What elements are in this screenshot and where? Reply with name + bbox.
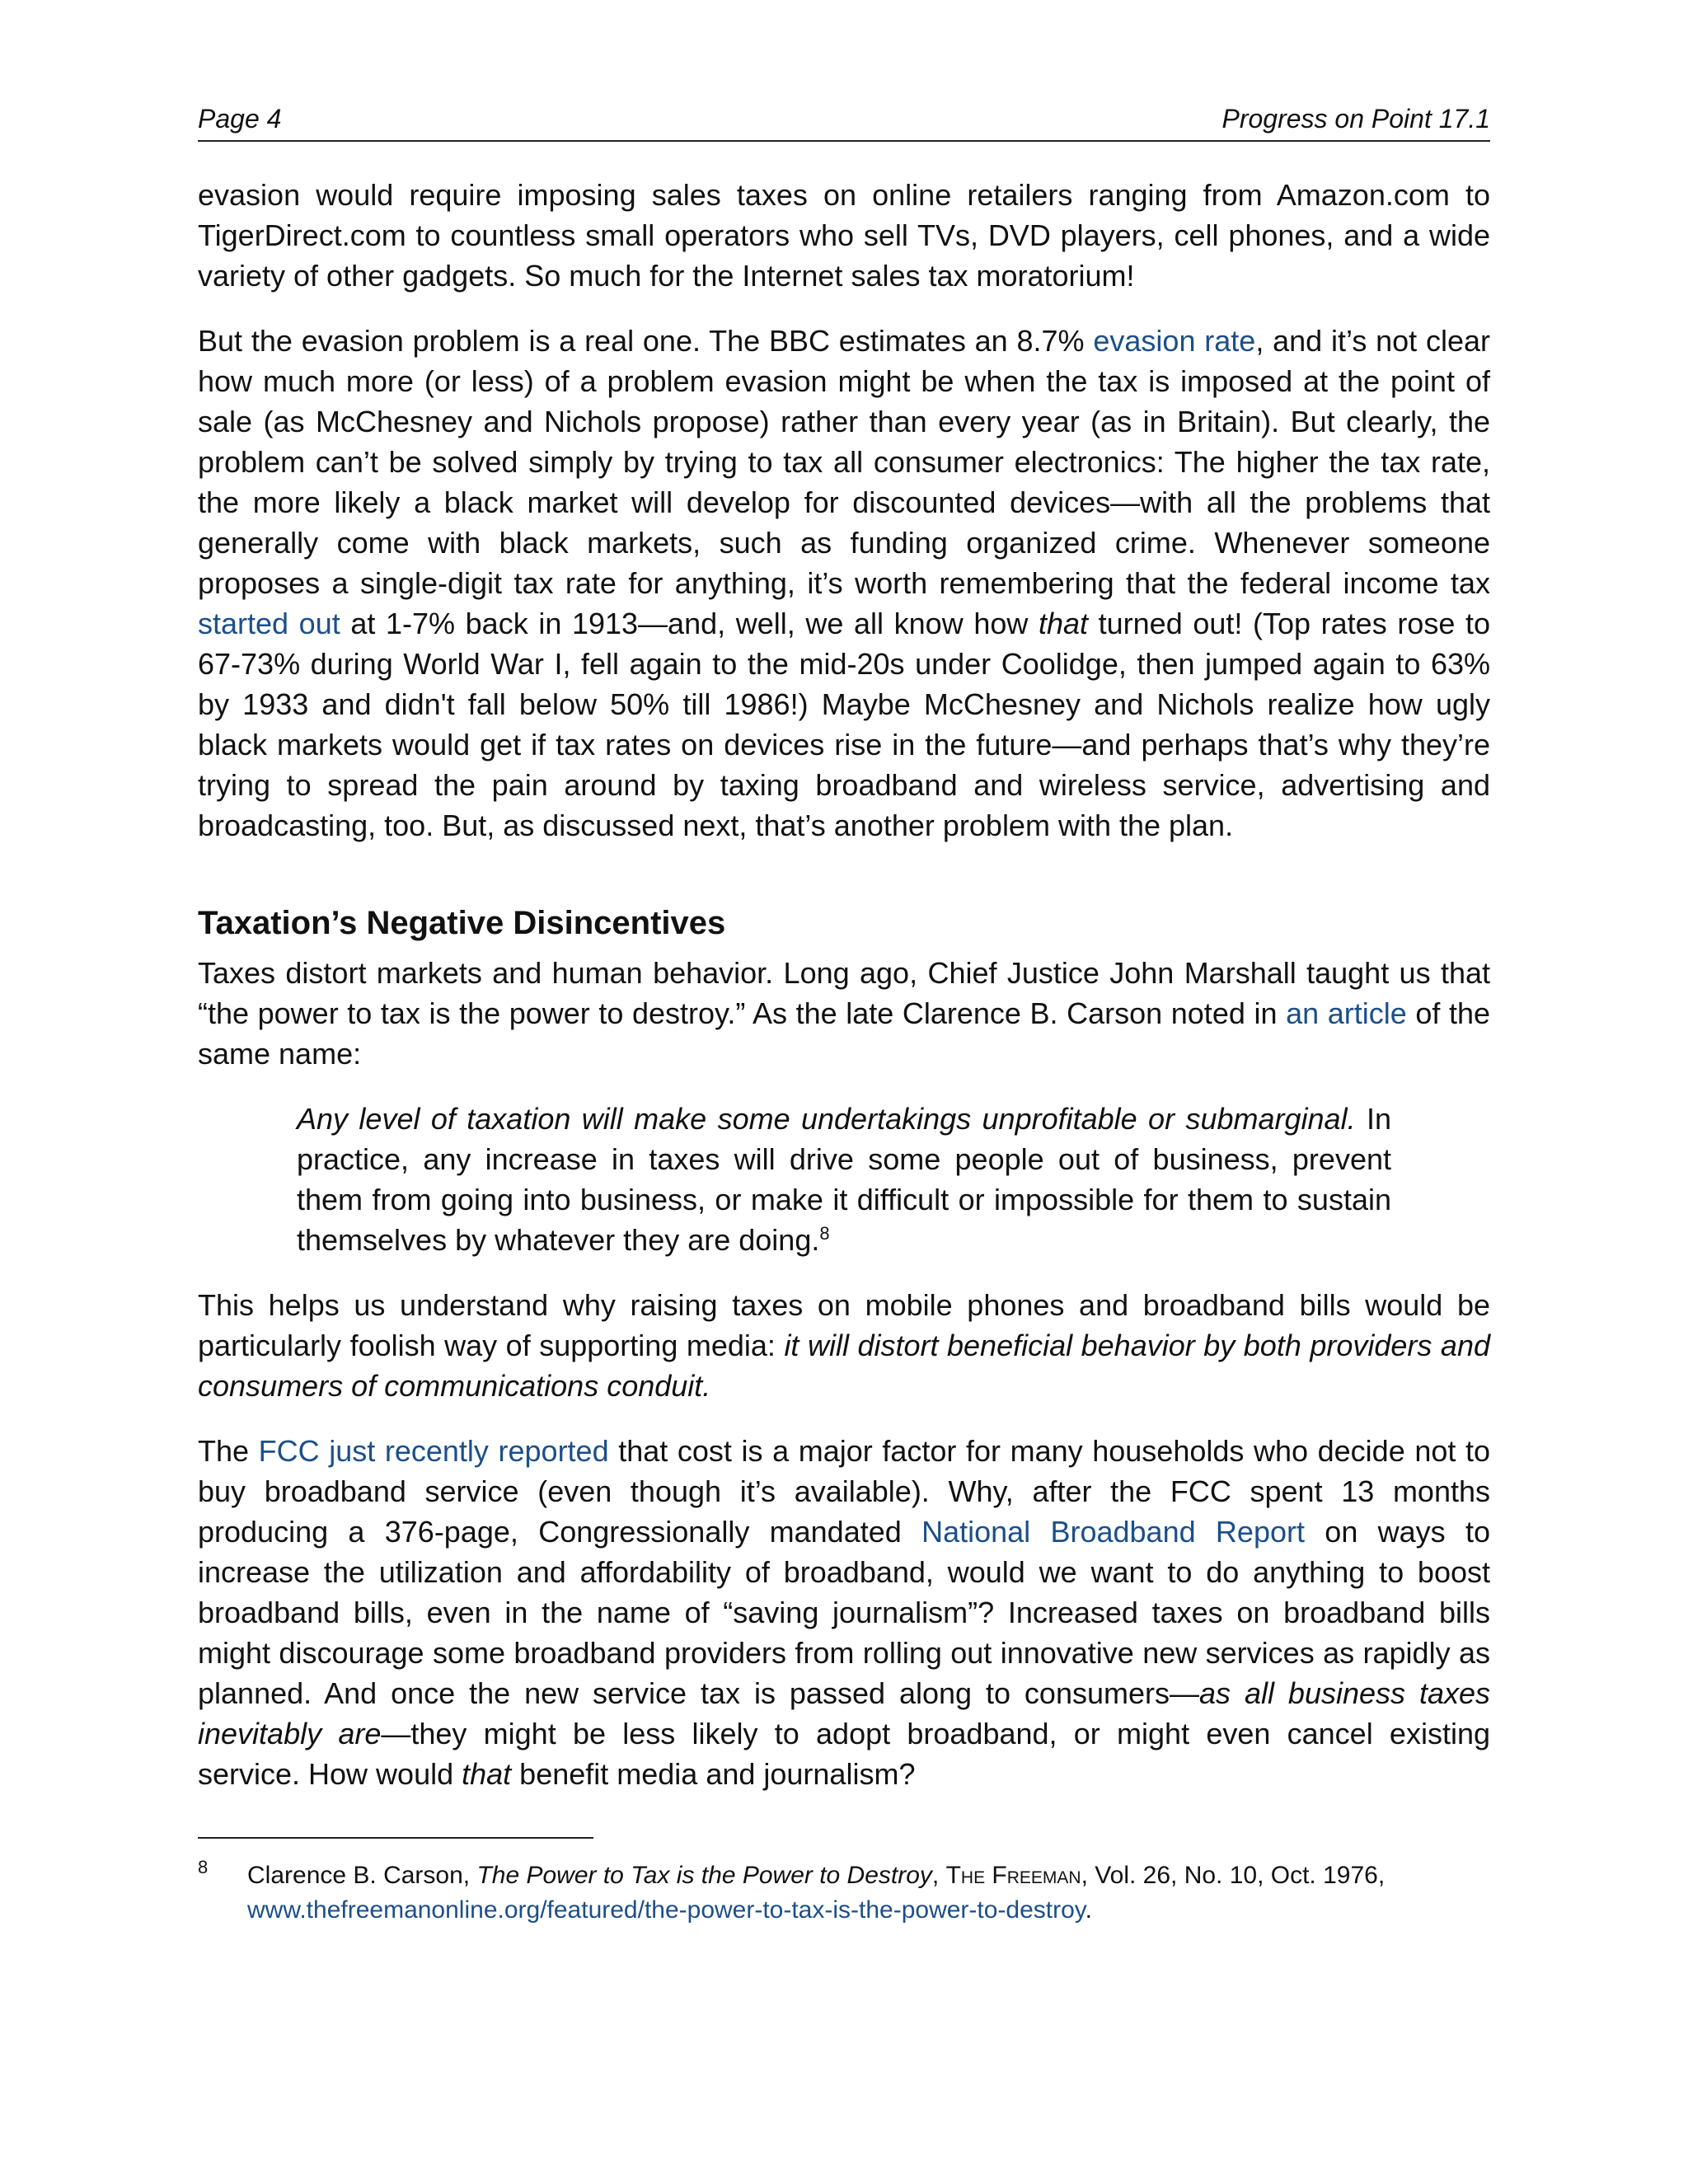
- quote-text: In practice, any increase in taxes will drive some people out of business, prevent them from going into business, or make it difficult or impossible for them to sustain themselves by whatever they are doing.: [297, 1102, 1391, 1257]
- text-run: The: [198, 1434, 259, 1468]
- text-run: But the evasion problem is a real one. The BBC estimates an 8.7%: [198, 324, 1094, 358]
- text-run: Clarence B. Carson,: [247, 1862, 477, 1889]
- footnote-journal: The Freeman: [945, 1862, 1081, 1889]
- text-run: at 1-7% back in 1913—and, well, we all know how: [340, 607, 1039, 640]
- text-run: benefit media and journalism?: [511, 1757, 916, 1791]
- text-run: that cost is a major factor for many households who decide not to buy broadband service (even though it’s available). Why, after the FCC spent 13 months producing a 376-page, Congressionally mandated: [198, 1434, 1490, 1549]
- emphasis: that: [1038, 607, 1089, 640]
- quote-emphasis: Any level of taxation will make some undertakings unprofitable or submarginal.: [297, 1102, 1356, 1136]
- document-page: [198, 99, 1490, 1928]
- block-quote: [297, 1099, 1391, 1260]
- text-run: turned out! (Top rates rose to 67-73% during World War I, fell again to the mid-20s under Coolidge, then jumped again to 63% by 1933 and didn't fall below 50% till 1986!) Maybe McChesney and Nichols realize how ugly black markets would get if tax rates on devices rise in the future—and perhaps that’s why they’re trying to spread the pain around by taxing broadband and wireless service, advertising and broadcasting, too. But, as discussed next, that’s another problem with the plan.: [198, 607, 1490, 842]
- started-out-link[interactable]: started out: [198, 607, 340, 640]
- section-heading: Taxation’s Negative Disincentives: [198, 905, 726, 941]
- emphasis: that: [462, 1757, 512, 1791]
- evasion-rate-link[interactable]: evasion rate: [1093, 324, 1256, 358]
- emphasis: it will distort beneficial behavior by both providers and consumers of communications conduit.: [198, 1329, 1490, 1403]
- text-run: —they might be less likely to adopt broadband, or might even cancel existing service. How would: [198, 1717, 1490, 1791]
- an-article-link[interactable]: an article: [1286, 996, 1407, 1030]
- paragraph-5: [198, 1431, 1490, 1794]
- page-header: [198, 99, 1490, 142]
- paragraph-3: [198, 953, 1490, 1074]
- page-number: Page 4: [198, 104, 282, 134]
- text-run: This helps us understand why raising taxes on mobile phones and broadband bills would be particularly foolish way of supporting media:: [198, 1288, 1490, 1362]
- text-run: ,: [931, 1862, 946, 1889]
- footnote-reference[interactable]: 8: [819, 1223, 830, 1244]
- footnote-divider: [198, 1837, 593, 1839]
- text-run: Taxes distort markets and human behavior. Long ago, Chief Justice John Marshall taught us that “the power to tax is the power to destroy.” As the late Clarence B. Carson noted in: [198, 956, 1490, 1030]
- paragraph-1: evasion would require imposing sales taxes on online retailers ranging from Amazon.com to TigerDirect.com to countless small operators who sell TVs, DVD players, cell phones, and a wide variety of other gadgets. So much for the Internet sales tax moratorium!: [198, 178, 1490, 293]
- text-run: on ways to increase the utilization and affordability of broadband, would we want to do anything to boost broadband bills, even in the name of “saving journalism”? Increased taxes on broadband bills might discourage some broadband providers from rolling out innovative new services as rapidly as planned. And once the new service tax is passed along to consumers—: [198, 1515, 1490, 1710]
- footnote-title: The Power to Tax is the Power to Destroy: [476, 1862, 932, 1889]
- national-broadband-report-link[interactable]: National Broadband Report: [921, 1515, 1305, 1549]
- emphasis: as all business taxes inevitably are: [198, 1676, 1490, 1750]
- text-run: of the same name:: [198, 996, 1491, 1071]
- footnote-mark: 8: [198, 1857, 209, 1877]
- paragraph-2: [198, 321, 1490, 846]
- fcc-report-link[interactable]: FCC just recently reported: [258, 1434, 609, 1468]
- footnote: [198, 1858, 1490, 1928]
- text-run: .: [1085, 1896, 1092, 1924]
- text-run: , Vol. 26, No. 10, Oct. 1976,: [1081, 1862, 1386, 1889]
- footnote-url-link[interactable]: www.thefreemanonline.org/featured/the-power-to-tax-is-the-power-to-destroy: [247, 1896, 1085, 1924]
- text-run: , and it’s not clear how much more (or less) of a problem evasion might be when the tax is imposed at the point of sale (as McChesney and Nichols propose) rather than every year (as in Britain). But clearly, the problem can’t be solved simply by trying to tax all consumer electronics: The higher the tax rate, the more likely a black market will develop for discounted devices—with all the problems that generally come with black markets, such as funding organized crime. Whenever someone proposes a single-digit tax rate for anything, it’s worth remembering that the federal income tax: [198, 324, 1491, 600]
- paragraph-4: [198, 1285, 1490, 1406]
- publication-title: Progress on Point 17.1: [1221, 104, 1490, 134]
